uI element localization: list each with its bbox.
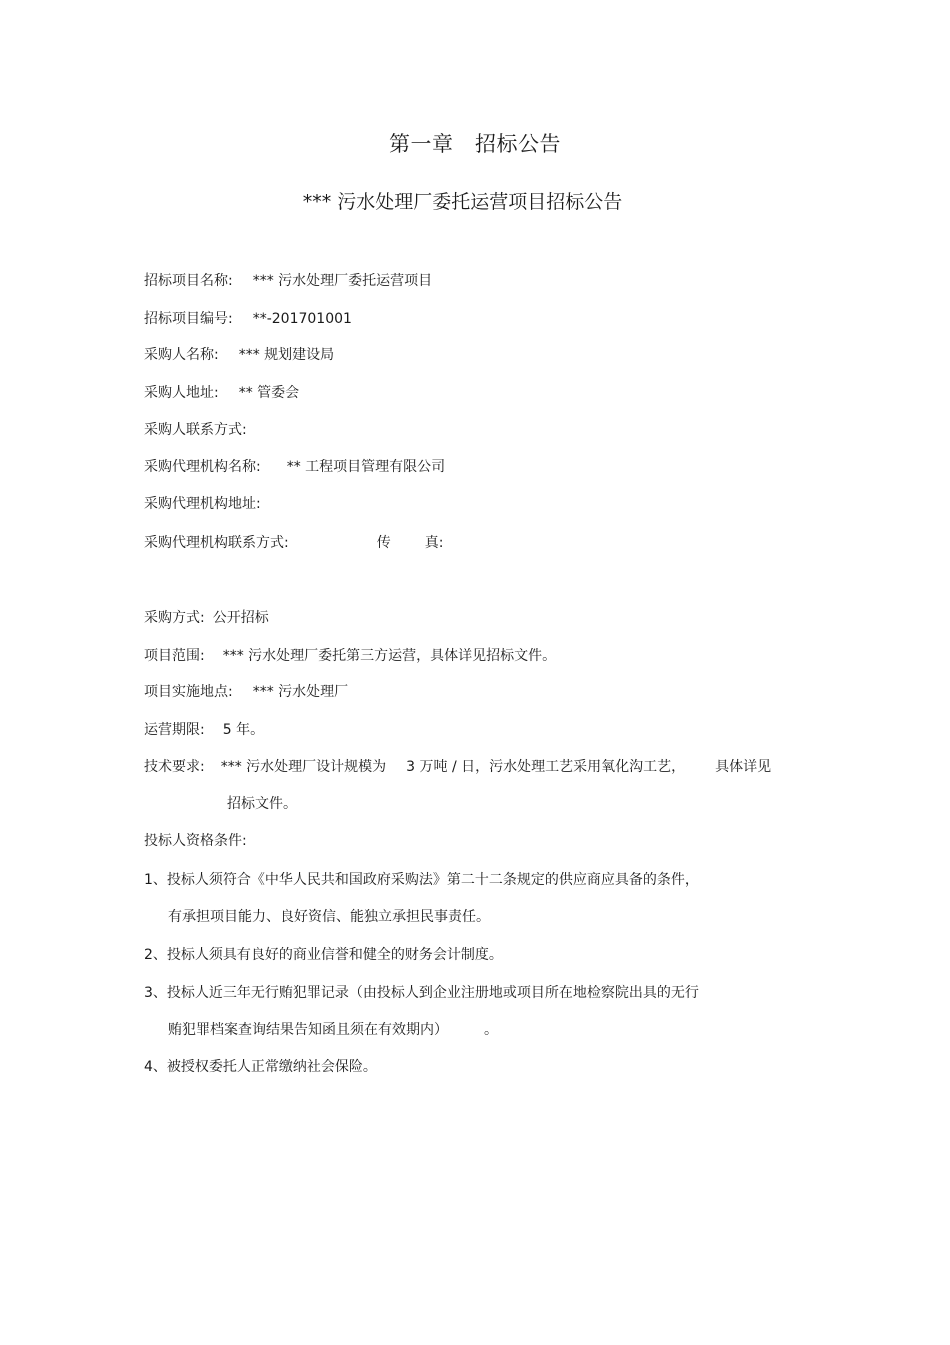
qualification-item-2-line1: 2、投标人须具有良好的商业信誉和健全的财务会计制度。 <box>144 947 503 963</box>
tech-requirements-label: 技术要求: <box>144 759 205 775</box>
procurement-method-label: 采购方式: <box>144 610 205 626</box>
operation-period-row <box>144 720 264 740</box>
notice-title: *** 污水处理厂委托运营项目招标公告 <box>302 191 623 213</box>
tech-requirements-value-2: 3 万吨 / 日，污水处理工艺采用氧化沟工艺， <box>406 759 686 775</box>
agency-contact-label: 采购代理机构联系方式: <box>144 535 289 551</box>
tech-requirements-row <box>144 757 771 777</box>
tech-requirements-value-3: 具体详见 <box>715 759 772 775</box>
project-number-label: 招标项目编号: <box>144 311 233 327</box>
project-name-label: 招标项目名称: <box>144 273 233 289</box>
tech-requirements-value-1: *** 污水处理厂设计规模为 <box>220 759 387 775</box>
agency-name-row <box>144 457 445 477</box>
project-scope-row <box>144 646 556 666</box>
qualification-item-3-line2-end: 。 <box>484 1022 498 1038</box>
tech-requirements-continuation <box>227 794 297 814</box>
project-scope-value: *** 污水处理厂委托第三方运营，具体详见招标文件。 <box>222 648 557 664</box>
qualification-heading <box>144 831 247 851</box>
qualification-item-3-line2: 贿犯罪档案查询结果告知函且须在有效期内） <box>168 1022 448 1038</box>
agency-name-value: ** 工程项目管理有限公司 <box>286 459 446 475</box>
project-location-row <box>144 682 348 702</box>
agency-name-label: 采购代理机构名称: <box>144 459 261 475</box>
qualification-item-1-continuation <box>168 907 490 927</box>
qualification-item-4-line1: 4、被授权委托人正常缴纳社会保险。 <box>144 1059 377 1075</box>
qualification-item-4 <box>144 1057 377 1077</box>
agency-contact-row <box>144 533 443 553</box>
purchaser-address-label: 采购人地址: <box>144 385 219 401</box>
procurement-method-value: 公开招标 <box>212 610 269 626</box>
agency-address-row <box>144 494 261 514</box>
project-number-row <box>144 309 352 329</box>
chapter-title: 第一章 招标公告 <box>389 132 561 156</box>
fax-label-part2: 真: <box>424 535 444 551</box>
project-number-value: **-201701001 <box>252 311 352 327</box>
qualification-label: 投标人资格条件: <box>144 833 247 849</box>
qualification-item-3-line1: 3、投标人近三年无行贿犯罪记录（由投标人到企业注册地或项目所在地检察院出具的无行 <box>144 985 699 1001</box>
purchaser-address-row <box>144 383 299 403</box>
agency-address-label: 采购代理机构地址: <box>144 496 261 512</box>
project-name-row <box>144 271 432 291</box>
fax-label-part1: 传 <box>376 535 391 551</box>
project-name-value: *** 污水处理厂委托运营项目 <box>252 273 433 289</box>
project-scope-label: 项目范围: <box>144 648 205 664</box>
purchaser-name-value: *** 规划建设局 <box>238 347 335 363</box>
qualification-item-1-line2: 有承担项目能力、良好资信、能独立承担民事责任。 <box>168 909 490 925</box>
purchaser-name-label: 采购人名称: <box>144 347 219 363</box>
tech-requirements-value-4: 招标文件。 <box>227 796 297 812</box>
qualification-item-3 <box>144 983 699 1003</box>
qualification-item-3-continuation <box>168 1020 498 1040</box>
procurement-method-row <box>144 608 269 628</box>
purchaser-name-row <box>144 345 334 365</box>
project-location-value: *** 污水处理厂 <box>252 684 349 700</box>
purchaser-contact-row <box>144 420 247 440</box>
operation-period-label: 运营期限: <box>144 722 205 738</box>
project-location-label: 项目实施地点: <box>144 684 233 700</box>
qualification-item-1 <box>144 870 699 890</box>
purchaser-address-value: ** 管委会 <box>238 385 300 401</box>
qualification-item-1-line1: 1、投标人须符合《中华人民共和国政府采购法》第二十二条规定的供应商应具备的条件， <box>144 872 699 888</box>
operation-period-value: 5 年。 <box>222 722 265 738</box>
qualification-item-2 <box>144 945 503 965</box>
purchaser-contact-label: 采购人联系方式: <box>144 422 247 438</box>
